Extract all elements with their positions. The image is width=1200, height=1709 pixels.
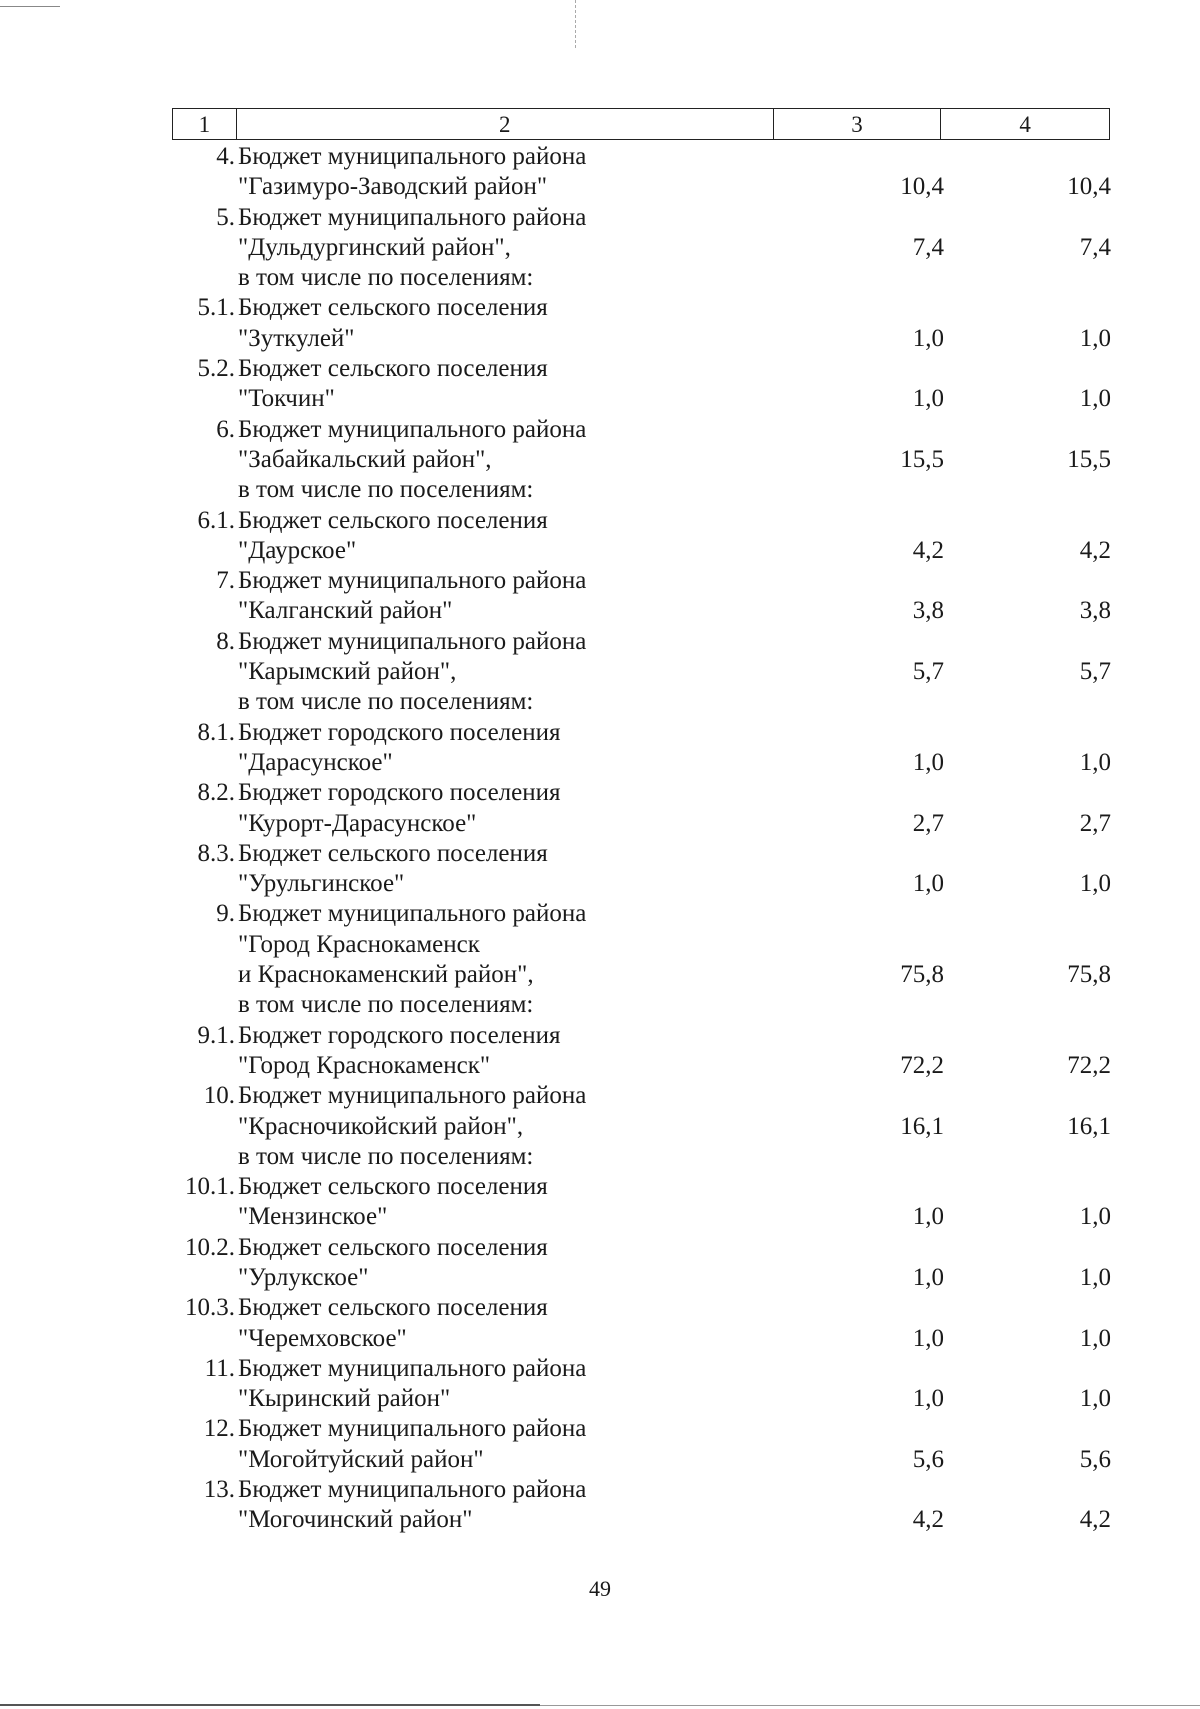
row-value-col4: 5,6 bbox=[1079, 1445, 1111, 1473]
table-row bbox=[0, 1475, 1200, 1505]
table-row bbox=[0, 596, 1200, 626]
table-row bbox=[0, 293, 1200, 323]
table-row bbox=[0, 1384, 1200, 1414]
row-value-col3: 1,0 bbox=[912, 1385, 944, 1413]
row-name: "Даурское" bbox=[238, 536, 357, 564]
row-name: Бюджет муниципального района bbox=[238, 1354, 587, 1382]
table-row bbox=[0, 1112, 1200, 1142]
table-header bbox=[172, 108, 1110, 140]
row-name: Бюджет муниципального района bbox=[238, 627, 587, 655]
row-value-col3: 10,4 bbox=[900, 173, 944, 201]
row-value-col3: 75,8 bbox=[900, 961, 944, 989]
table-row bbox=[0, 687, 1200, 717]
row-value-col4: 75,8 bbox=[1067, 961, 1111, 989]
table-row bbox=[0, 627, 1200, 657]
row-name: в том числе по поселениям: bbox=[238, 991, 534, 1019]
row-name: "Забайкальский район", bbox=[238, 445, 492, 473]
row-name: Бюджет муниципального района bbox=[238, 1082, 587, 1110]
row-name: "Токчин" bbox=[238, 385, 335, 413]
table-row bbox=[0, 778, 1200, 808]
row-name: "Кыринский район" bbox=[238, 1385, 451, 1413]
row-number: 10. bbox=[203, 1082, 235, 1110]
row-value-col4: 4,2 bbox=[1079, 1506, 1111, 1534]
scan-artifact-line-bottom bbox=[0, 1704, 540, 1706]
row-value-col4: 10,4 bbox=[1067, 173, 1111, 201]
row-name: Бюджет сельского поселения bbox=[238, 1233, 548, 1261]
table-row bbox=[0, 1414, 1200, 1444]
row-name: "Мензинское" bbox=[238, 1203, 388, 1231]
row-value-col4: 1,0 bbox=[1079, 1324, 1111, 1352]
row-name: Бюджет муниципального района bbox=[238, 415, 587, 443]
row-number: 13. bbox=[203, 1476, 235, 1504]
row-number: 10.3. bbox=[185, 1294, 235, 1322]
row-value-col3: 1,0 bbox=[912, 1263, 944, 1291]
table-row bbox=[0, 506, 1200, 536]
row-number: 11. bbox=[204, 1354, 235, 1382]
table-row bbox=[0, 1233, 1200, 1263]
table-row bbox=[0, 1081, 1200, 1111]
row-name: Бюджет сельского поселения bbox=[238, 1173, 548, 1201]
table-row bbox=[0, 1505, 1200, 1535]
row-value-col3: 4,2 bbox=[912, 1506, 944, 1534]
table-row bbox=[0, 566, 1200, 596]
row-name: "Могочинский район" bbox=[238, 1506, 473, 1534]
table-row bbox=[0, 263, 1200, 293]
table-row bbox=[0, 1021, 1200, 1051]
row-value-col3: 7,4 bbox=[912, 233, 944, 261]
row-value-col3: 1,0 bbox=[912, 748, 944, 776]
row-name: Бюджет городского поселения bbox=[238, 1021, 561, 1049]
table-row bbox=[0, 1263, 1200, 1293]
row-value-col4: 7,4 bbox=[1079, 233, 1111, 261]
table-row bbox=[0, 869, 1200, 899]
row-name: "Курорт-Дарасунское" bbox=[238, 809, 477, 837]
table-row bbox=[0, 384, 1200, 414]
row-name: "Карымский район", bbox=[238, 658, 457, 686]
row-number: 4. bbox=[216, 143, 235, 170]
table-row bbox=[0, 1172, 1200, 1202]
table-row bbox=[0, 1202, 1200, 1232]
row-name: "Зуткулей" bbox=[238, 324, 355, 352]
table-row bbox=[0, 748, 1200, 778]
page-number: 49 bbox=[589, 1576, 611, 1601]
row-name: Бюджет городского поселения bbox=[238, 718, 561, 746]
table-row bbox=[0, 1354, 1200, 1384]
row-name: Бюджет сельского поселения bbox=[238, 839, 548, 867]
table-row bbox=[0, 536, 1200, 566]
row-value-col4: 16,1 bbox=[1067, 1112, 1111, 1140]
row-number: 5.1. bbox=[197, 294, 235, 322]
row-value-col3: 1,0 bbox=[912, 324, 944, 352]
row-value-col4: 1,0 bbox=[1079, 1263, 1111, 1291]
table-row bbox=[0, 1324, 1200, 1354]
row-name: в том числе по поселениям: bbox=[238, 476, 534, 504]
table-row bbox=[0, 354, 1200, 384]
row-value-col3: 1,0 bbox=[912, 1203, 944, 1231]
row-name: "Красночикойский район", bbox=[238, 1112, 524, 1140]
row-name: Бюджет городского поселения bbox=[238, 779, 561, 807]
row-value-col3: 16,1 bbox=[900, 1112, 944, 1140]
row-value-col4: 4,2 bbox=[1079, 536, 1111, 564]
table-row bbox=[0, 899, 1200, 929]
row-value-col3: 5,6 bbox=[912, 1445, 944, 1473]
row-value-col4: 5,7 bbox=[1079, 658, 1111, 686]
row-name: "Дульдургинский район", bbox=[238, 233, 511, 261]
table-row bbox=[0, 475, 1200, 505]
header-col-2: 2 bbox=[237, 109, 774, 139]
row-name: в том числе по поселениям: bbox=[238, 1142, 534, 1170]
row-value-col4: 2,7 bbox=[1079, 809, 1111, 837]
row-name: Бюджет муниципального района bbox=[238, 1415, 587, 1443]
row-value-col3: 4,2 bbox=[912, 536, 944, 564]
row-value-col3: 1,0 bbox=[912, 385, 944, 413]
row-name: Бюджет сельского поселения bbox=[238, 506, 548, 534]
row-value-col3: 2,7 bbox=[912, 809, 944, 837]
row-number: 10.2. bbox=[185, 1233, 235, 1261]
scan-artifact-line-bottom bbox=[540, 1705, 1200, 1706]
row-value-col4: 1,0 bbox=[1079, 324, 1111, 352]
row-value-col4: 72,2 bbox=[1067, 1051, 1111, 1079]
row-number: 6.1. bbox=[197, 506, 235, 534]
row-number: 9.1. bbox=[197, 1021, 235, 1049]
row-number: 12. bbox=[203, 1415, 235, 1443]
row-number: 10.1. bbox=[185, 1173, 235, 1201]
row-number: 8.3. bbox=[197, 839, 235, 867]
row-name: Бюджет муниципального района bbox=[238, 143, 587, 170]
row-name: "Город Краснокаменск" bbox=[238, 1051, 491, 1079]
row-number: 8.1. bbox=[197, 718, 235, 746]
row-value-col3: 15,5 bbox=[900, 445, 944, 473]
row-name: "Газимуро-Заводский район" bbox=[238, 173, 548, 201]
row-value-col3: 72,2 bbox=[900, 1051, 944, 1079]
table-row bbox=[0, 718, 1200, 748]
row-name: Бюджет сельского поселения bbox=[238, 1294, 548, 1322]
table-row bbox=[0, 839, 1200, 869]
row-name: "Урлукское" bbox=[238, 1263, 369, 1291]
table-row bbox=[0, 324, 1200, 354]
row-number: 7. bbox=[216, 567, 235, 595]
row-name: "Город Краснокаменск bbox=[238, 930, 480, 958]
table-row bbox=[0, 657, 1200, 687]
row-value-col4: 1,0 bbox=[1079, 748, 1111, 776]
row-name: Бюджет муниципального района bbox=[238, 567, 587, 595]
table-row bbox=[0, 809, 1200, 839]
table-body bbox=[0, 142, 1200, 1536]
table-row bbox=[0, 142, 1200, 172]
row-value-col4: 15,5 bbox=[1067, 445, 1111, 473]
row-name: в том числе по поселениям: bbox=[238, 688, 534, 716]
row-name: в том числе по поселениям: bbox=[238, 264, 534, 292]
row-name: "Черемховское" bbox=[238, 1324, 407, 1352]
table-row bbox=[0, 990, 1200, 1020]
row-name: Бюджет сельского поселения bbox=[238, 355, 548, 383]
row-name: "Могойтуйский район" bbox=[238, 1445, 484, 1473]
row-value-col4: 1,0 bbox=[1079, 1385, 1111, 1413]
row-value-col4: 1,0 bbox=[1079, 1203, 1111, 1231]
scan-artifact-line bbox=[0, 6, 60, 7]
row-value-col3: 3,8 bbox=[912, 597, 944, 625]
row-number: 6. bbox=[216, 415, 235, 443]
table-row bbox=[0, 1445, 1200, 1475]
row-name: Бюджет сельского поселения bbox=[238, 294, 548, 322]
row-name: "Дарасунское" bbox=[238, 748, 393, 776]
header-col-4: 4 bbox=[1019, 111, 1031, 137]
table-row bbox=[0, 1051, 1200, 1081]
table-row bbox=[0, 203, 1200, 233]
header-col-1: 1 bbox=[173, 109, 237, 139]
row-number: 5. bbox=[216, 203, 235, 231]
row-name: и Краснокаменский район", bbox=[238, 961, 534, 989]
row-value-col3: 1,0 bbox=[912, 870, 944, 898]
row-number: 8. bbox=[216, 627, 235, 655]
row-number: 9. bbox=[216, 900, 235, 928]
table-row bbox=[0, 415, 1200, 445]
table-row bbox=[0, 445, 1200, 475]
header-col-3: 3 bbox=[774, 109, 942, 139]
row-value-col4: 1,0 bbox=[1079, 385, 1111, 413]
row-name: Бюджет муниципального района bbox=[238, 1476, 587, 1504]
row-name: "Урульгинское" bbox=[238, 870, 405, 898]
row-name: Бюджет муниципального района bbox=[238, 203, 587, 231]
row-value-col4: 3,8 bbox=[1079, 597, 1111, 625]
scan-artifact-tick bbox=[575, 0, 577, 48]
row-name: Бюджет муниципального района bbox=[238, 900, 587, 928]
table-row bbox=[0, 930, 1200, 960]
table-row bbox=[0, 960, 1200, 990]
row-value-col3: 5,7 bbox=[912, 658, 944, 686]
table-row bbox=[0, 233, 1200, 263]
table-row bbox=[0, 1142, 1200, 1172]
row-value-col4: 1,0 bbox=[1079, 870, 1111, 898]
row-number: 5.2. bbox=[197, 355, 235, 383]
table-row bbox=[0, 172, 1200, 202]
row-name: "Калганский район" bbox=[238, 597, 453, 625]
table-row bbox=[0, 1293, 1200, 1323]
row-number: 8.2. bbox=[197, 779, 235, 807]
row-value-col3: 1,0 bbox=[912, 1324, 944, 1352]
